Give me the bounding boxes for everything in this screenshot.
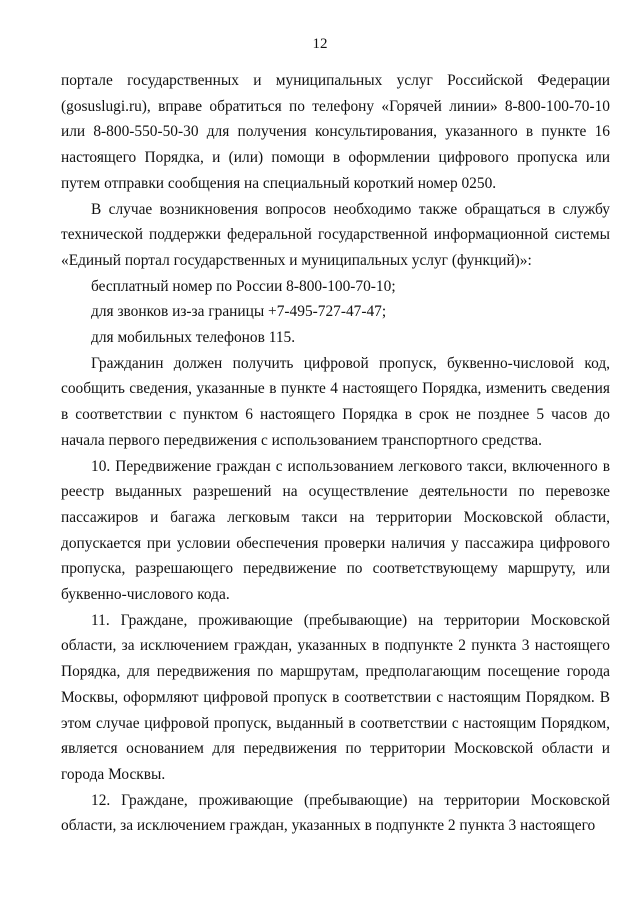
paragraph-phone-abroad: для звонков из-за границы +7-495-727-47-47; <box>91 303 387 321</box>
paragraph-item-11: 11. Граждане, проживающие (пребывающие) на территории Московской области, за исключением граждан, указанных в подпункте 2 пункта 3 настоящего Порядка, для передвижения по маршрутам, предполагающим посещение города Москвы, оформляют цифровой пропуск в соответствии с настоящим Порядком. В этом случае цифровой пропуск, выданный в соответствии с настоящим Порядком, является основанием для передвижения по территории Московской области и города Москвы. <box>61 611 610 783</box>
document-body <box>61 68 610 839</box>
paragraph-phone-russia: бесплатный номер по России 8-800-100-70-10; <box>91 277 396 295</box>
page-number: 12 <box>312 36 328 52</box>
paragraph-citizen-obligation: Гражданин должен получить цифровой пропуск, буквенно-числовой код, сообщить сведения, указанные в пункте 4 настоящего Порядка, изменить сведения в соответствии с пунктом 6 настоящего Порядка в срок не позднее 5 часов до начала первого передвижения с использованием транспортного средства. <box>61 354 610 449</box>
paragraph-phone-mobile: для мобильных телефонов 115. <box>91 329 296 347</box>
paragraph-item-12: 12. Граждане, проживающие (пребывающие) на территории Московской области, за исключением граждан, указанных в подпункте 2 пункта 3 настоящего <box>61 791 610 835</box>
paragraph-item-10: 10. Передвижение граждан с использованием легкового такси, включенного в реестр выданных разрешений на осуществление деятельности по перевозке пассажиров и багажа легковым такси на территории Московской области, допускается при условии обеспечения проверки наличия у пассажира цифрового пропуска, разрешающего передвижение по соответствующему маршруту, или буквенно-числового кода. <box>61 457 610 604</box>
paragraph-support-info: В случае возникновения вопросов необходимо также обращаться в службу технической поддержки федеральной государственной информационной системы «Единый портал государственных и муниципальных услуг (функций)»: <box>61 200 610 269</box>
paragraph-continuation: порталe государственных и муниципальных услуг Российской Федерации (gosuslugi.ru), вправе обратиться по телефону «Горячей линии» 8-800-100-70-10 или 8-800-550-50-30 для получения консультирования, указанного в пункте 16 настоящего Порядка, и (или) помощи в оформлении цифрового пропуска или путем отправки сообщения на специальный короткий номер 0250. <box>61 72 610 192</box>
